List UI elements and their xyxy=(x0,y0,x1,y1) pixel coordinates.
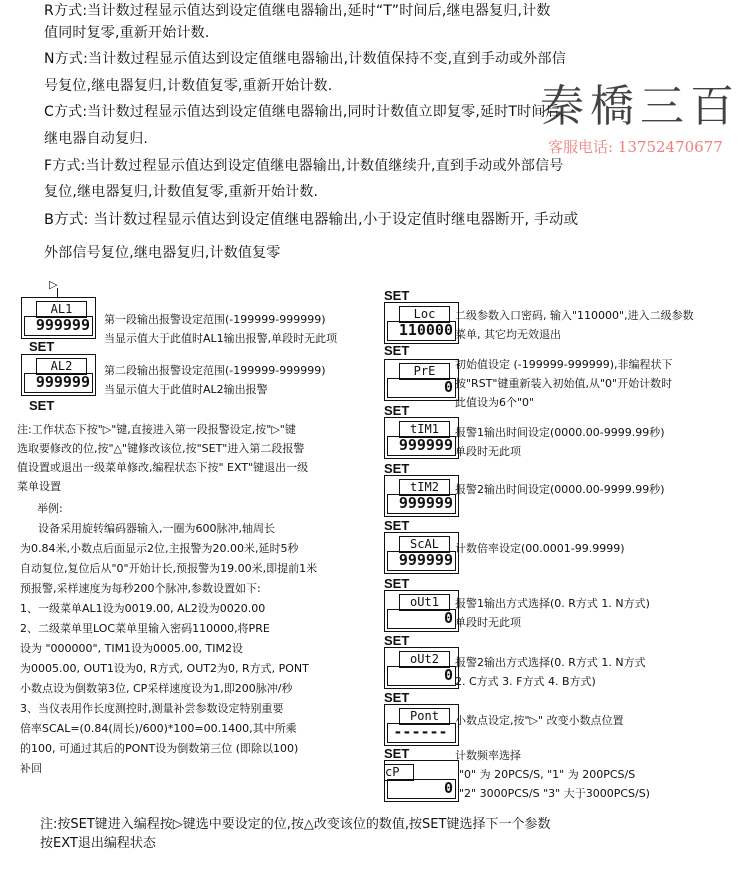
display-code: tIM1 xyxy=(399,421,450,438)
set-label: SET xyxy=(384,633,410,648)
display-code: AL1 xyxy=(36,301,87,318)
display-loc xyxy=(384,302,459,344)
mode-line: F方式:当计数过程显示值达到设定值继电器输出,计数值继续升,直到手动或外部信号 xyxy=(44,158,564,174)
example-line: 倍率SCAL=(0.84(周长)/600)*100=00.1400,其中所乘 xyxy=(20,722,297,735)
desc-line: 报警2输出方式选择(0. R方式 1. N方式 xyxy=(455,656,646,669)
note-line: 选取要修改的位,按"△"键修改该位,按"SET"进入第二段报警 xyxy=(17,442,305,455)
display-value: 999999 xyxy=(24,316,93,336)
set-label: SET xyxy=(384,461,410,476)
desc-line: 单段时无此项 xyxy=(455,616,521,629)
out1-desc xyxy=(455,594,650,632)
example-body xyxy=(20,519,317,779)
display-code: AL2 xyxy=(36,358,87,375)
tim1-desc xyxy=(455,423,665,461)
desc-line: 报警1输出方式选择(0. R方式 1. N方式) xyxy=(455,597,650,610)
scal-desc xyxy=(455,539,625,558)
set-label: SET xyxy=(29,339,55,354)
display-code: cP xyxy=(385,764,414,781)
set-label: SET xyxy=(384,518,410,533)
out2-desc xyxy=(455,653,646,691)
set-label: SET xyxy=(29,398,55,413)
footer-note xyxy=(40,815,550,853)
set-label: SET xyxy=(384,746,410,761)
display-code: oUt2 xyxy=(399,651,450,668)
desc-line: 初始值设定 (-199999-999999),非编程状下 xyxy=(455,358,673,371)
display-value: 0 xyxy=(387,609,456,629)
display-value: 0 xyxy=(387,666,456,686)
example-line: 自动复位,复位后从"0"开始计长,预报警为19.00米,即提前1米 xyxy=(20,562,318,575)
desc-line: 小数点设定,按"▷" 改变小数点位置 xyxy=(455,714,624,727)
example-line: 的100, 可通过其后的PONT设为倒数第三位 (即除以100) xyxy=(20,742,299,755)
desc-line: 当显示值大于此值时AL1输出报警,单段时无此项 xyxy=(104,332,338,345)
desc-line: 二级参数入口密码, 输入"110000",进入二级参数 xyxy=(455,309,694,322)
example-line: 2、二级菜单里LOC菜单里输入密码110000,将PRE xyxy=(20,622,270,635)
display-cp xyxy=(384,760,459,802)
display-value: 999999 xyxy=(387,551,456,571)
example-line: 1、一级菜单AL1设为0019.00, AL2设为0020.00 xyxy=(20,602,266,615)
desc-line: "2" 3000PCS/S "3" 大于3000PCS/S) xyxy=(459,787,650,800)
desc-line: 单段时无此项 xyxy=(455,445,521,458)
example-line: 预报警,采样速度为每秒200个脉冲,参数设置如下: xyxy=(20,582,261,595)
set-label: SET xyxy=(384,288,410,303)
example-line: 小数点设为倒数第3位, CP采样速度设为1,即200脉冲/秒 xyxy=(20,682,293,695)
al2-desc xyxy=(104,361,326,399)
display-al2 xyxy=(21,354,96,396)
loc-desc xyxy=(455,306,694,344)
desc-line: 第二段输出报警设定范围(-199999-999999) xyxy=(104,364,326,377)
mode-line: 值同时复零,重新开始计数. xyxy=(44,25,210,41)
display-code: Pont xyxy=(399,708,450,725)
pre-desc xyxy=(455,355,673,412)
display-out2 xyxy=(384,647,459,689)
display-value: 110000 xyxy=(387,321,456,341)
display-value: 0 xyxy=(387,378,456,398)
example-title: 举例: xyxy=(37,502,63,515)
display-value: 0 xyxy=(387,779,456,799)
desc-line: 计数频率选择 xyxy=(455,749,521,762)
left-note xyxy=(17,420,308,496)
display-value: 999999 xyxy=(387,436,456,456)
display-tim1 xyxy=(384,417,459,459)
desc-line: 第一段输出报警设定范围(-199999-999999) xyxy=(104,313,326,326)
mode-line: 继电器自动复归. xyxy=(44,131,149,147)
display-code: tIM2 xyxy=(399,479,450,496)
mode-line: 号复位,继电器复归,计数值复零,重新开始计数. xyxy=(44,78,333,94)
display-code: ScAL xyxy=(399,536,450,553)
note-line: 注:工作状态下按"▷"键,直接进入第一段报警设定,按"▷"键 xyxy=(17,423,296,436)
tim2-desc xyxy=(455,480,665,499)
display-code: oUt1 xyxy=(399,594,450,611)
display-pre xyxy=(384,359,459,401)
desc-line: 报警1输出时间设定(0000.00-9999.99秒) xyxy=(455,426,665,439)
desc-line: 计数倍率设定(00.0001-99.9999) xyxy=(455,542,625,555)
set-label: SET xyxy=(384,690,410,705)
display-tim2 xyxy=(384,475,459,517)
display-value: ------ xyxy=(387,723,456,743)
desc-line: 当显示值大于此值时AL2输出报警 xyxy=(104,383,268,396)
display-scal xyxy=(384,532,459,574)
footer-line: 按EXT退出编程状态 xyxy=(40,836,156,851)
example-line: 为0.84米,小数点后面显示2位,主报警为20.00米,延时5秒 xyxy=(20,542,299,555)
display-code: Loc xyxy=(399,306,450,323)
mode-line: N方式:当计数过程显示值达到设定值继电器输出,计数值保持不变,直到手动或外部信 xyxy=(44,51,566,67)
example-line: 补回 xyxy=(20,762,42,775)
desc-line: 菜单, 其它均无效退出 xyxy=(455,328,561,341)
display-value: 999999 xyxy=(387,494,456,514)
footer-line: 注:按SET键进入编程按▷键选中要设定的位,按△改变该位的数值,按SET键选择下一个参数 xyxy=(40,817,551,832)
example-line: 设为 "000000", TIM1设为0005.00, TIM2设 xyxy=(20,642,243,655)
cp-desc xyxy=(455,746,650,803)
set-label: SET xyxy=(384,576,410,591)
example-line: 3、当仪表用作长度测控时,测量补尝参数设定特别重要 xyxy=(20,702,284,715)
right-arrow-icon: ▷ xyxy=(49,278,58,291)
set-label: SET xyxy=(384,343,410,358)
desc-line: 按"RST"键重新装入初始值,从"0"开始计数时 xyxy=(455,377,673,390)
mode-line: C方式:当计数过程显示值达到设定值继电器输出,同时计数值立即复零,延时T时间后, xyxy=(44,104,565,120)
desc-line: 报警2输出时间设定(0000.00-9999.99秒) xyxy=(455,483,665,496)
display-value: 999999 xyxy=(24,373,93,393)
desc-line: "0" 为 20PCS/S, "1" 为 200PCS/S xyxy=(459,768,636,781)
mode-line: 外部信号复位,继电器复归,计数值复零 xyxy=(44,245,281,261)
display-al1 xyxy=(21,297,96,339)
desc-line: 2. C方式 3. F方式 4. B方式) xyxy=(455,675,596,688)
watermark-logo: 秦橋三百 xyxy=(540,81,740,132)
mode-line: 复位,继电器复归,计数值复零,重新开始计数. xyxy=(44,184,319,200)
desc-line: 此值设为6个"0" xyxy=(455,396,535,409)
display-pont xyxy=(384,704,459,746)
mode-line: B方式: 当计数过程显示值达到设定值继电器输出,小于设定值时继电器断开, 手动或 xyxy=(44,212,579,228)
example-line: 为0005.00, OUT1设为0, R方式, OUT2为0, R方式, PONT xyxy=(20,662,309,675)
note-line: 值设置或退出一级菜单修改,编程状态下按" EXT"键退出一级 xyxy=(17,461,309,474)
display-code: PrE xyxy=(399,363,450,380)
example-line: 设备采用旋转编码器输入,一圈为600脉冲,轴周长 xyxy=(38,522,275,535)
pont-desc xyxy=(455,711,624,730)
note-line: 菜单设置 xyxy=(17,480,61,493)
watermark-phone: 客服电话: 13752470677 xyxy=(548,138,723,156)
display-out1 xyxy=(384,590,459,632)
al1-desc xyxy=(104,310,337,348)
mode-line: R方式:当计数过程显示值达到设定值继电器输出,延时“T”时间后,继电器复归,计数 xyxy=(44,3,551,19)
set-label: SET xyxy=(384,403,410,418)
